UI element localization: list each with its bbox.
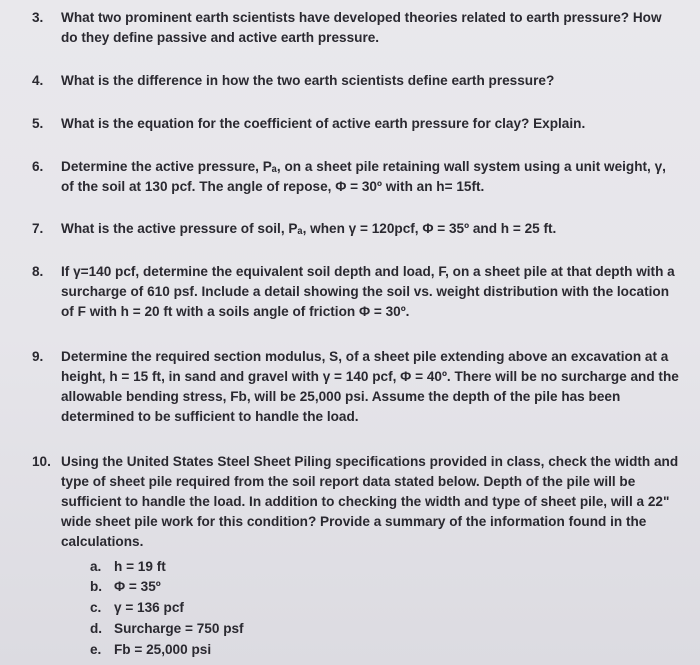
sub-item-text: γ = 136 pcf [114,600,184,615]
question-text: What is the equation for the coefficient of active earth pressure for clay? Explain. [61,116,586,131]
question-number: 8. [32,264,44,279]
question-number: 9. [32,349,44,364]
sub-item-text: Fb = 25,000 psi [114,642,212,657]
question-number: 7. [32,221,44,236]
question-number: 4. [32,73,44,88]
question-number: 3. [32,10,44,25]
sub-item-letter: e. [90,642,102,657]
question-number: 6. [32,159,44,174]
question-text: What is the difference in how the two earth scientists define earth pressure? [61,73,555,88]
sub-item-letter: a. [90,559,102,574]
question-text: What two prominent earth scientists have developed theories related to earth pressure? How do they define passive and active earth pressure. [61,10,662,45]
sub-item-text: Surcharge = 750 psf [114,621,244,636]
question-text: What is the active pressure of soil, Pₐ, when γ = 120pcf, Φ = 35º and h = 25 ft. [61,221,557,236]
question-text: Determine the required section modulus, S, of a sheet pile extending above an excavation at a height, h = 15 ft, in sand and gravel with γ = 140 pcf, Φ = 40º. There will be no surcharge and the allowable bending stress, Fb, will be 25,000 psi. Assume the depth of the pile has been determined to be sufficient to handle the load. [61,349,679,424]
sub-item-text: Φ = 35º [114,579,161,594]
question-text: If γ=140 pcf, determine the equivalent soil depth and load, F, on a sheet pile at that depth with a surcharge of 610 psf. Include a detail showing the soil vs. weight distribution with the location of F with h = 20 ft with a soils angle of friction Φ = 30º. [61,264,675,319]
question-number: 10. [32,454,51,469]
sub-item-letter: c. [90,600,102,615]
sub-item-letter: b. [90,579,103,594]
question-number: 5. [32,116,44,131]
sub-item-text: h = 19 ft [114,559,166,574]
sub-item-letter: d. [90,621,103,636]
question-text: Determine the active pressure, Pₐ, on a sheet pile retaining wall system using a unit weight, γ, of the soil at 130 pcf. The angle of repose, Φ = 30º with an h= 15ft. [61,159,666,194]
question-text: Using the United States Steel Sheet Piling specifications provided in class, check the width and type of sheet pile required from the soil report data stated below. Depth of the pile will be sufficient to handle the load. In addition to checking the width and type of sheet pile, will a 22" wide sheet pile work for this condition? Provide a summary of the information found in the calculations. [61,454,679,549]
